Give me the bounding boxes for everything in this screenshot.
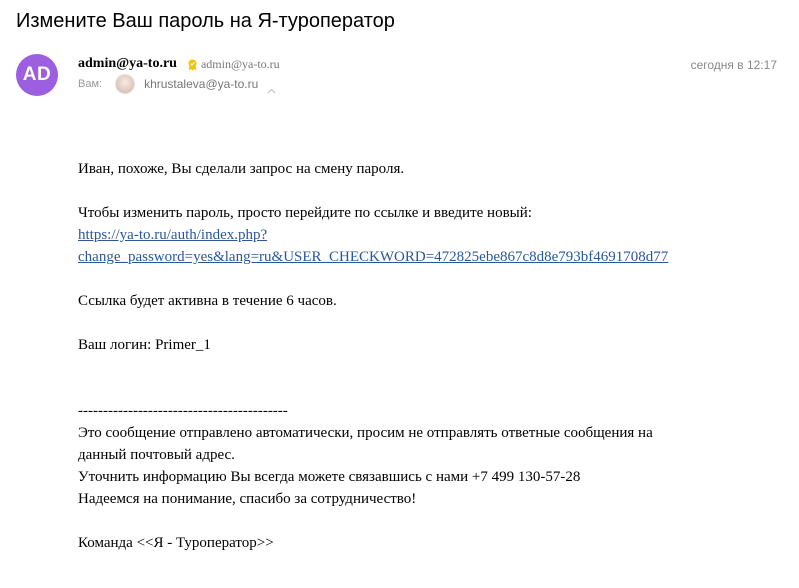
email-date: сегодня в 12:17 (690, 58, 777, 72)
reset-link-part-2[interactable]: change_password=yes&lang=ru&USER_CHECKWORD=472825ebe867c8d8e793bf4691708d77 (78, 249, 669, 265)
link-validity-text: Ссылка будет активна в течение 6 часов. (78, 293, 337, 309)
contact-text: Уточнить информацию Вы всегда можете связавшись с нами +7 499 130-57-28 (78, 469, 581, 485)
chevron-up-icon[interactable] (267, 81, 276, 87)
greeting-text: Иван, похоже, Вы сделали запрос на смену пароля. (78, 161, 405, 177)
email-subject: Измените Ваш пароль на Я-туроператор (16, 10, 395, 32)
sender-name[interactable]: admin@ya-to.ru (78, 56, 177, 71)
verified-icon (187, 58, 198, 70)
signature-text: Команда <<Я - Туроператор>> (78, 535, 274, 551)
to-label: Вам: (78, 78, 103, 90)
thanks-text: Надеемся на понимание, спасибо за сотрудничество! (78, 491, 417, 507)
reset-link-part-1[interactable]: https://ya-to.ru/auth/index.php? (78, 227, 268, 243)
login-text: Ваш логин: Primer_1 (78, 337, 211, 353)
sender-row (78, 56, 280, 72)
auto-notice-line-1: Это сообщение отправлено автоматически, просим не отправлять ответные сообщения на (78, 425, 653, 441)
recipients-row (78, 74, 276, 94)
separator-line: ------------------------------------------ (78, 403, 288, 419)
instruction-text: Чтобы изменить пароль, просто перейдите по ссылке и введите новый: (78, 205, 532, 221)
recipient-avatar[interactable] (115, 74, 135, 94)
sender-avatar[interactable]: AD (16, 54, 58, 96)
sender-email[interactable]: admin@ya-to.ru (200, 56, 280, 71)
email-body (78, 158, 778, 554)
recipient-email[interactable]: khrustaleva@ya-to.ru (144, 77, 259, 91)
auto-notice-line-2: данный почтовый адрес. (78, 447, 235, 463)
